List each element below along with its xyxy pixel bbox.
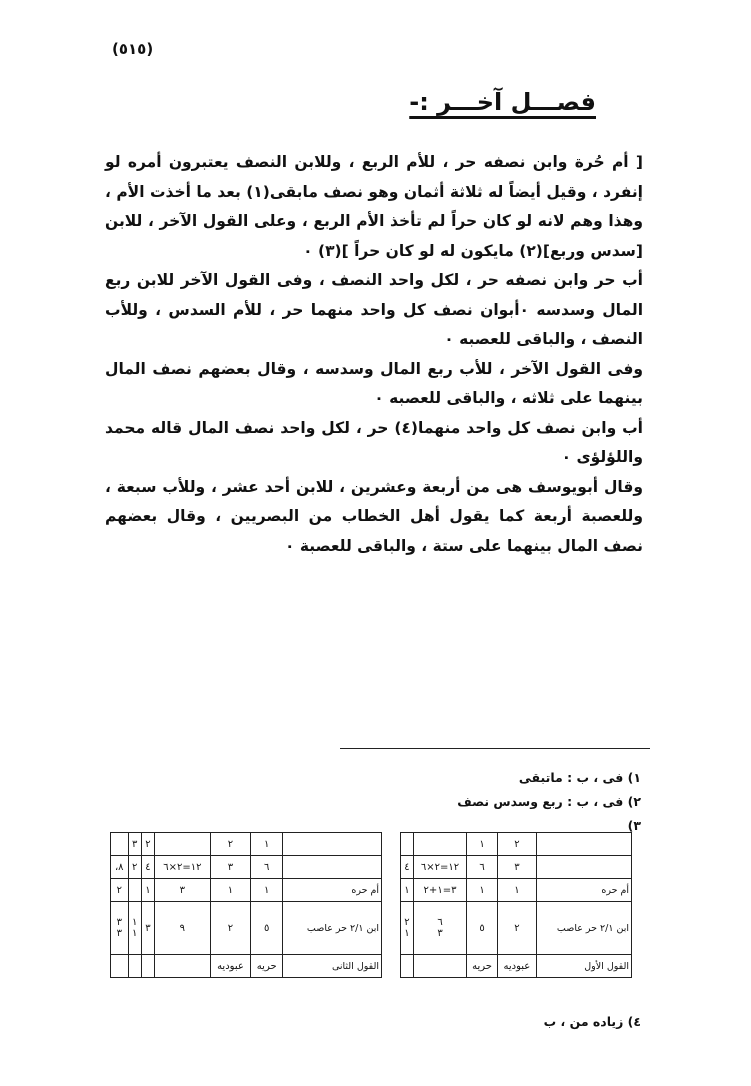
page-number: (٥١٥) <box>112 40 154 58</box>
table-cell: ١ <box>251 833 283 856</box>
footnote-3: ٣) <box>627 818 641 833</box>
table-cell: ٣ <box>210 856 251 879</box>
table-row <box>111 856 382 879</box>
table-row <box>401 902 632 955</box>
table-cell: ٥ <box>251 902 283 955</box>
footnote-divider <box>340 748 650 749</box>
paragraph: أب حر وابن نصفه حر ، لكل واحد النصف ، وفى القول الآخر للابن ربع المال وسدسه ٠أبوان نصف كل واحد منهما حر ، للأم السدس ، وللأب النصف ، والباقى للعصبه ٠ <box>105 271 644 348</box>
table-cell: ١ <box>497 879 536 902</box>
table-cell: ابن ٢/١ حر عاصب <box>536 902 631 955</box>
footnote-4: ٤) زياده من ، ب <box>543 1014 641 1029</box>
table-row <box>401 856 632 879</box>
table-row <box>111 879 382 902</box>
table-cell: أم حره <box>283 879 382 902</box>
table-cell <box>128 879 141 902</box>
table-cell: ٢ <box>111 879 129 902</box>
table-cell <box>111 955 129 978</box>
body-text <box>105 148 643 561</box>
table-cell: ٦ ٣ <box>413 902 466 955</box>
table-cell: ٨، <box>111 856 129 879</box>
inheritance-table-first-opinion <box>400 832 632 978</box>
table-cell: القول الثانى <box>283 955 382 978</box>
table-cell: عبوديه <box>497 955 536 978</box>
table-cell: ٤ <box>401 856 414 879</box>
table-cell: أم حره <box>536 879 631 902</box>
table-cell: ٢ <box>210 833 251 856</box>
table-cell: ٦ <box>467 856 498 879</box>
table-cell: عبوديه <box>210 955 251 978</box>
table-row <box>401 833 632 856</box>
table-cell <box>141 955 154 978</box>
paragraph: وفى القول الآخر ، للأب ربع المال وسدسه ، وقال بعضهم نصف المال بينهما على ثلاثه ، والباقى للعصبه ٠ <box>105 359 643 407</box>
table-cell: ٣ <box>497 856 536 879</box>
table-cell: ٢ ١ <box>401 902 414 955</box>
table-row <box>401 955 632 978</box>
table-cell: ٤ <box>141 856 154 879</box>
table-cell: ابن ٢/١ حر عاصب <box>283 902 382 955</box>
table-cell: القول الأول <box>536 955 631 978</box>
paragraph: وقال أبويوسف هى من أربعة وعشرين ، للابن أحد عشر ، وللأب سبعة ، وللعصبة أربعة كما يقول أهل الخطاب من البصريين ، وقال بعضهم نصف المال بينهما على ستة ، والباقى للعصبة ٠ <box>105 477 643 555</box>
table-cell <box>128 955 141 978</box>
table-cell: حريه <box>467 955 498 978</box>
table-cell: ٩ <box>155 902 211 955</box>
table-cell <box>111 833 129 856</box>
table-cell <box>413 833 466 856</box>
table-cell: ١ <box>401 879 414 902</box>
table-cell: ٣ ٣ <box>111 902 129 955</box>
inheritance-table-second-opinion <box>110 832 382 978</box>
table-cell: ١ <box>141 879 154 902</box>
table-cell: ١٢=٢×٦ <box>413 856 466 879</box>
paragraph: أب وابن نصف كل واحد منهما(٤) حر ، لكل واحد نصف المال قاله محمد واللؤلؤى ٠ <box>105 418 643 466</box>
table-cell: ٢ <box>210 902 251 955</box>
paragraph: [ أم حُرة وابن نصفه حر ، للأم الربع ، وللابن النصف يعتبرون أمره لو إنفرد ، وقيل أيضاً له ثلاثة أثمان وهو نصف مابقى(١) بعد ما أخذت الأم ، وهذا وهم لانه لو كان حراً لم تأخذ الأم الربع ، وعلى القول الآخر ، للابن [سدس وربع](٢) مايكون له لو كان حراً ](٣) ٠ <box>105 153 643 260</box>
table-cell <box>155 955 211 978</box>
table-cell: ١ ١ <box>128 902 141 955</box>
table-row <box>111 902 382 955</box>
table-cell <box>413 955 466 978</box>
table-cell <box>536 856 631 879</box>
table-cell: ١٢=٢×٦ <box>155 856 211 879</box>
table-row <box>401 879 632 902</box>
table-cell <box>401 833 414 856</box>
table-cell: حريه <box>251 955 283 978</box>
table-cell: ١ <box>467 833 498 856</box>
table-row <box>111 955 382 978</box>
table-cell: ٦ <box>251 856 283 879</box>
table-cell: ٣ <box>141 902 154 955</box>
table-cell <box>536 833 631 856</box>
table-cell: ١ <box>251 879 283 902</box>
table-cell: ٢ <box>128 856 141 879</box>
table-cell: ٣=١+٢ <box>413 879 466 902</box>
table-cell: ٣ <box>155 879 211 902</box>
table-cell: ٥ <box>467 902 498 955</box>
table-cell: ١ <box>467 879 498 902</box>
table-cell <box>283 833 382 856</box>
table-cell: ٢ <box>497 833 536 856</box>
table-cell <box>155 833 211 856</box>
table-cell <box>283 856 382 879</box>
footnote-2: ٢) فى ، ب : ربع وسدس نصف <box>457 794 641 809</box>
table-cell: ١ <box>210 879 251 902</box>
table-cell <box>401 955 414 978</box>
table-cell: ٣ <box>128 833 141 856</box>
table-cell: ٢ <box>141 833 154 856</box>
table-row <box>111 833 382 856</box>
table-cell: ٢ <box>497 902 536 955</box>
footnote-1: ١) فى ، ب : ماتبقى <box>518 770 641 785</box>
section-title: فصـــل آخـــر :- <box>409 88 596 116</box>
